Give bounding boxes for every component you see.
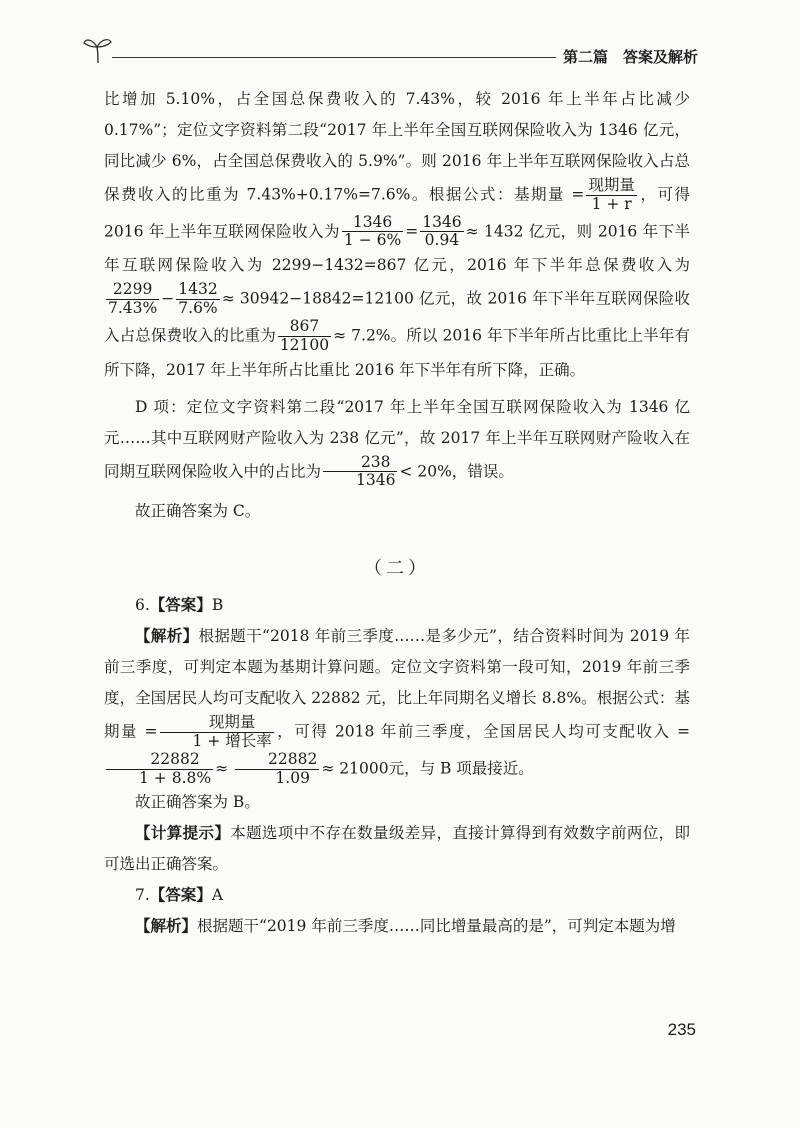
q6-answer: 6.【答案】B [135, 596, 224, 615]
paragraph-c-analysis: 比增加 5.10%，占全国总保费收入的 7.43%，较 2016 年上半年占比减少 0.17%”；定位文字资料第二段“2017 年上半年全国互联网保险收入为 1346 亿元，同比减少 6%，占全国总保费收入的 5.9%”。则 2016 年上半年互联网保险收入占总保费收入的比重为 7.43%+0.17%=7.6%。根据公式：基期量 = $\frac{\text{现期量}}{1 + r}$ ，可得 2016 年上半年互联网保险收入为 $\frac{1346}{1 - 6\%}$ = $\frac{1346}{0.94}$ ≈ 1432 亿元，则 2016 年下半年互联网保险收入为 2299−1432=867 亿元，2016 年下半年总保费收入为 $\frac{2299}{7.43\%}$ − $\frac{1432}{7.6\%}$ ≈ 30942−18842=12100 亿元，故 2016 年下半年互联网保险收入占总保费收入的比重为 $\frac{867}{12100}$ ≈ 7.2%。所以 2016 年下半年所占比重比上半年有所下降，2017 年上半年所占比重比 2016 年下半年有所下降，正确。 [104, 90, 690, 379]
fraction: $\frac{1346}{0.94}$ [422, 212, 462, 250]
q6-tip: 【计算提示】本题选项中不存在数量级差异，直接计算得到有效数字前两位，即可选出正确答案。 [104, 824, 690, 874]
q7-analysis: 【解析】根据题干“2019 年前三季度……同比增量最高的是”，可判定本题为增 [135, 917, 676, 936]
paragraph-d-analysis: D 项：定位文字资料第二段“2017 年上半年全国互联网保险收入为 1346 亿元……其中互联网财产险收入为 238 亿元”，故 2017 年上半年互联网财产险收入在同期互联网保险收入中的占比为 $\frac{238}{1346}$ < 20%，错误。 [104, 397, 690, 490]
fraction: $\frac{2299}{7.43\%}$ [108, 280, 158, 318]
fraction: $\frac{\text{现期量}}{1 + r}$ [588, 176, 635, 213]
running-header [82, 34, 698, 68]
section-title: （二） [364, 558, 430, 580]
fraction: $\frac{1432}{7.6\%}$ [178, 280, 218, 318]
fraction: $\frac{22882}{1 + 8.8\%}$ [106, 751, 213, 788]
sprout-icon [82, 34, 114, 64]
fraction: $\frac{\text{现期量}}{\text{1 + 增长率}}$ [160, 714, 274, 751]
q7-answer: 7.【答案】A [135, 886, 224, 905]
fraction: $\frac{867}{12100}$ [279, 316, 330, 354]
answer-conclusion: 故正确答案为 C。 [135, 502, 261, 521]
q6-conclusion: 故正确答案为 B。 [135, 793, 260, 812]
page-body [104, 84, 690, 942]
fraction: $\frac{1346}{1 - 6\%}$ [343, 212, 402, 250]
chapter-title: 第二篇 答案及解析 [562, 48, 698, 66]
page-number: 235 [667, 1020, 696, 1039]
q6-analysis: 【解析】根据题干“2018 年前三季度……是多少元”，结合资料时间为 2019 年前三季度，可判定本题为基期计算问题。定位文字资料第一段可知，2019 年前三季度，全国居民人均可支配收入 22882 元，比上年同期名义增长 8.8%。根据公式：基期量 = $\frac{\text{现期量}}{\text{1 + 增长率}}$ ，可得 2018 年前三季度，全国居民人均可支配收入 = $\frac{22882}{1 + 8.8\%}$ ≈ $\frac{22882}{1.09}$ ≈ 21000元，与 B 项最接近。 [104, 627, 690, 787]
fraction: $\frac{238}{1346}$ [323, 454, 397, 491]
fraction: $\frac{22882}{1.09}$ [235, 751, 319, 788]
header-rule [112, 57, 556, 58]
